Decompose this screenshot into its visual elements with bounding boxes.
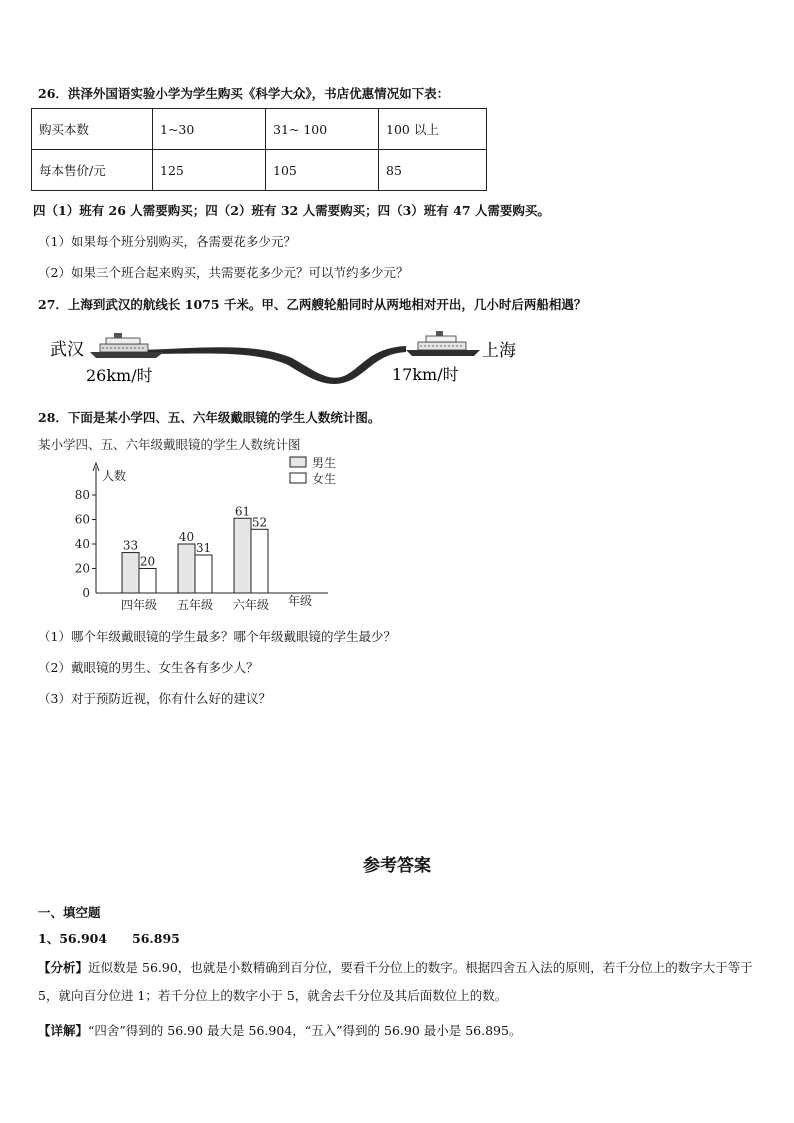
q26-info: 四（1）班有 26 人需要购买；四（2）班有 32 人需要购买；四（3）班有 47 人需要购买。 — [33, 203, 550, 218]
category-label: 五年级 — [176, 598, 214, 612]
bar-girls — [139, 569, 156, 594]
q26-sub2: （2）如果三个班合起来购买，共需要花多少元？可以节约多少元？ — [38, 265, 409, 280]
answers-section: 一、填空题 — [38, 905, 101, 920]
legend-label: 女生 — [312, 472, 337, 486]
table-cell: 100 以上 — [379, 109, 487, 150]
bar-girls — [195, 555, 212, 593]
y-tick-label: 80 — [74, 488, 90, 502]
data-label: 20 — [139, 554, 156, 569]
answer-detail — [38, 1017, 766, 1045]
y-tick-label: 20 — [74, 561, 90, 576]
legend-label: 男生 — [312, 456, 337, 470]
bar-boys — [178, 544, 195, 593]
table-row — [32, 109, 487, 150]
data-label: 33 — [122, 538, 139, 553]
table-cell: 每本售价/元 — [32, 150, 153, 191]
right-city-label: 上海 — [482, 341, 516, 361]
answers-heading: 参考答案 — [363, 856, 431, 876]
table-cell: 31~ 100 — [266, 109, 379, 150]
answer-analysis — [38, 954, 766, 1010]
q28-sub2: （2）戴眼镜的男生、女生各有多少人？ — [38, 660, 259, 675]
y-tick-label: 60 — [74, 512, 90, 527]
left-city-label: 武汉 — [50, 340, 84, 360]
bar-girls — [251, 529, 268, 593]
q27-stem: 27．上海到武汉的航线长 1075 千米。甲、乙两艘轮船同时从两地相对开出，几小时后两船相遇？ — [38, 297, 587, 312]
bar-boys — [122, 553, 139, 593]
ship-left-icon — [90, 333, 164, 358]
ferry-route-diagram — [44, 328, 524, 388]
legend-swatch — [290, 473, 306, 483]
q28-sub3: （3）对于预防近视，你有什么好的建议？ — [38, 691, 271, 706]
q28-stem: 28．下面是某小学四、五、六年级戴眼镜的学生人数统计图。 — [38, 410, 381, 425]
ship-right-icon — [406, 331, 480, 356]
q28-sub1: （1）哪个年级戴眼镜的学生最多？哪个年级戴眼镜的学生最少？ — [38, 629, 396, 644]
data-label: 40 — [178, 530, 195, 544]
right-speed-label: 17km/时 — [392, 365, 459, 384]
y-axis-label: 人数 — [102, 469, 127, 483]
table-cell: 105 — [266, 150, 379, 191]
table-cell: 购买本数 — [32, 109, 153, 150]
y-tick-label: 40 — [74, 537, 90, 551]
answer-1: 1、56.904 56.895 — [38, 931, 180, 946]
detail-tag: 【详解】 — [38, 1023, 89, 1038]
x-axis-label: 年级 — [288, 594, 313, 608]
price-table — [31, 108, 487, 191]
table-row — [32, 150, 487, 191]
y-tick-label: 0 — [82, 586, 90, 600]
bar-boys — [234, 518, 251, 593]
data-label: 31 — [195, 541, 212, 556]
table-cell: 1~30 — [153, 109, 266, 150]
analysis-text: 近似数是 56.90，也就是小数精确到百分位，要看千分位上的数字。根据四舍五入法的原则，若千分位上的数字大于等于 5，就向百分位进 1；若千分位上的数字小于 5，就舍去千分位及其后面数位上的数。 — [38, 960, 753, 1003]
route-ribbon — [139, 346, 406, 384]
chart-title: 某小学四、五、六年级戴眼镜的学生人数统计图 — [38, 437, 301, 452]
analysis-tag: 【分析】 — [38, 960, 89, 975]
detail-text: “四舍”得到的 56.90 最大是 56.904，“五入”得到的 56.90 最小是 56.895。 — [88, 1023, 522, 1038]
category-label: 六年级 — [232, 598, 270, 612]
q26-stem: 26．洪泽外国语实验小学为学生购买《科学大众》，书店优惠情况如下表： — [38, 86, 450, 101]
table-cell: 125 — [153, 150, 266, 191]
data-label: 61 — [234, 504, 251, 519]
category-label: 四年级 — [120, 598, 158, 612]
data-label: 52 — [251, 515, 268, 530]
left-speed-label: 26km/时 — [86, 366, 153, 385]
q26-sub1: （1）如果每个班分别购买，各需要花多少元？ — [38, 234, 296, 249]
table-cell: 85 — [379, 150, 487, 191]
legend-swatch — [290, 457, 306, 467]
glasses-bar-chart — [38, 435, 378, 615]
